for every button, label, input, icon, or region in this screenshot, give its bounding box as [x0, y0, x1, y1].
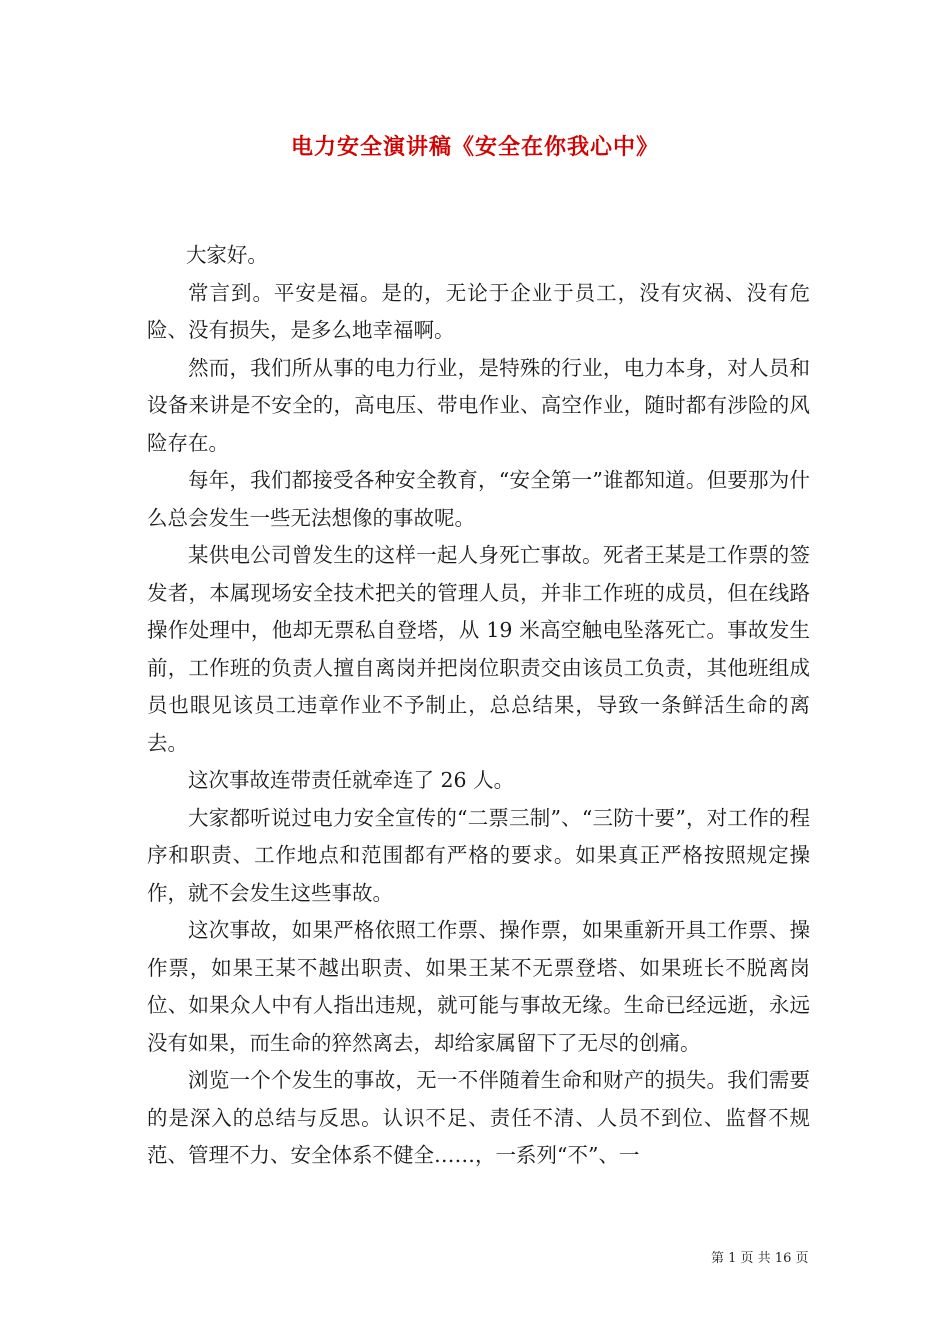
body-paragraph: 浏览一个个发生的事故，无一不伴随着生命和财产的损失。我们需要的是深入的总结与反思。认识不足、责任不清、人员不到位、监督不规范、管理不力、安全体系不健全……，一系列“不”、一 — [147, 1068, 810, 1167]
document-body — [147, 237, 810, 1175]
greeting-paragraph: 大家好。 — [185, 243, 268, 267]
document-title: 电力安全演讲稿《安全在你我心中》 — [290, 134, 659, 160]
body-paragraph: 这次事故连带责任就牵连了 26 人。 — [188, 768, 515, 792]
body-paragraph: 然而，我们所从事的电力行业，是特殊的行业，电力本身，对人员和设备来讲是不安全的，高电压、带电作业、高空作业，随时都有涉险的风险存在。 — [147, 355, 810, 455]
body-paragraph: 某供电公司曾发生的这样一起人身死亡事故。死者王某是工作票的签发者，本属现场安全技术把关的管理人员，并非工作班的成员，但在线路操作处理中，他却无票私自登塔，从 19 米高空触电坠落死亡。事故发生前，工作班的负责人擅自离岗并把岗位职责交由该员工负责，其他班组成员也眼见该员工违章作业不予制止，总总结果，导致一条鲜活生命的离去。 — [147, 543, 810, 755]
body-paragraph: 大家都听说过电力安全宣传的“二票三制”、“三防十要”，对工作的程序和职责、工作地点和范围都有严格的要求。如果真正严格按照规定操作，就不会发生这些事故。 — [147, 805, 810, 905]
body-paragraph: 常言到。平安是福。是的，无论于企业于员工，没有灾祸、没有危险、没有损失，是多么地幸福啊。 — [147, 280, 810, 342]
page-number-footer: 第 1 页 共 16 页 — [711, 1251, 809, 1266]
body-paragraph: 这次事故，如果严格依照工作票、操作票，如果重新开具工作票、操作票，如果王某不越出职责、如果王某不无票登塔、如果班长不脱离岗位、如果众人中有人指出违规，就可能与事故无缘。生命已经远逝，永远没有如果，而生命的猝然离去，却给家属留下了无尽的创痛。 — [147, 918, 810, 1055]
body-paragraph: 每年，我们都接受各种安全教育，“安全第一”谁都知道。但要那为什么总会发生一些无法想像的事故呢。 — [147, 468, 810, 530]
